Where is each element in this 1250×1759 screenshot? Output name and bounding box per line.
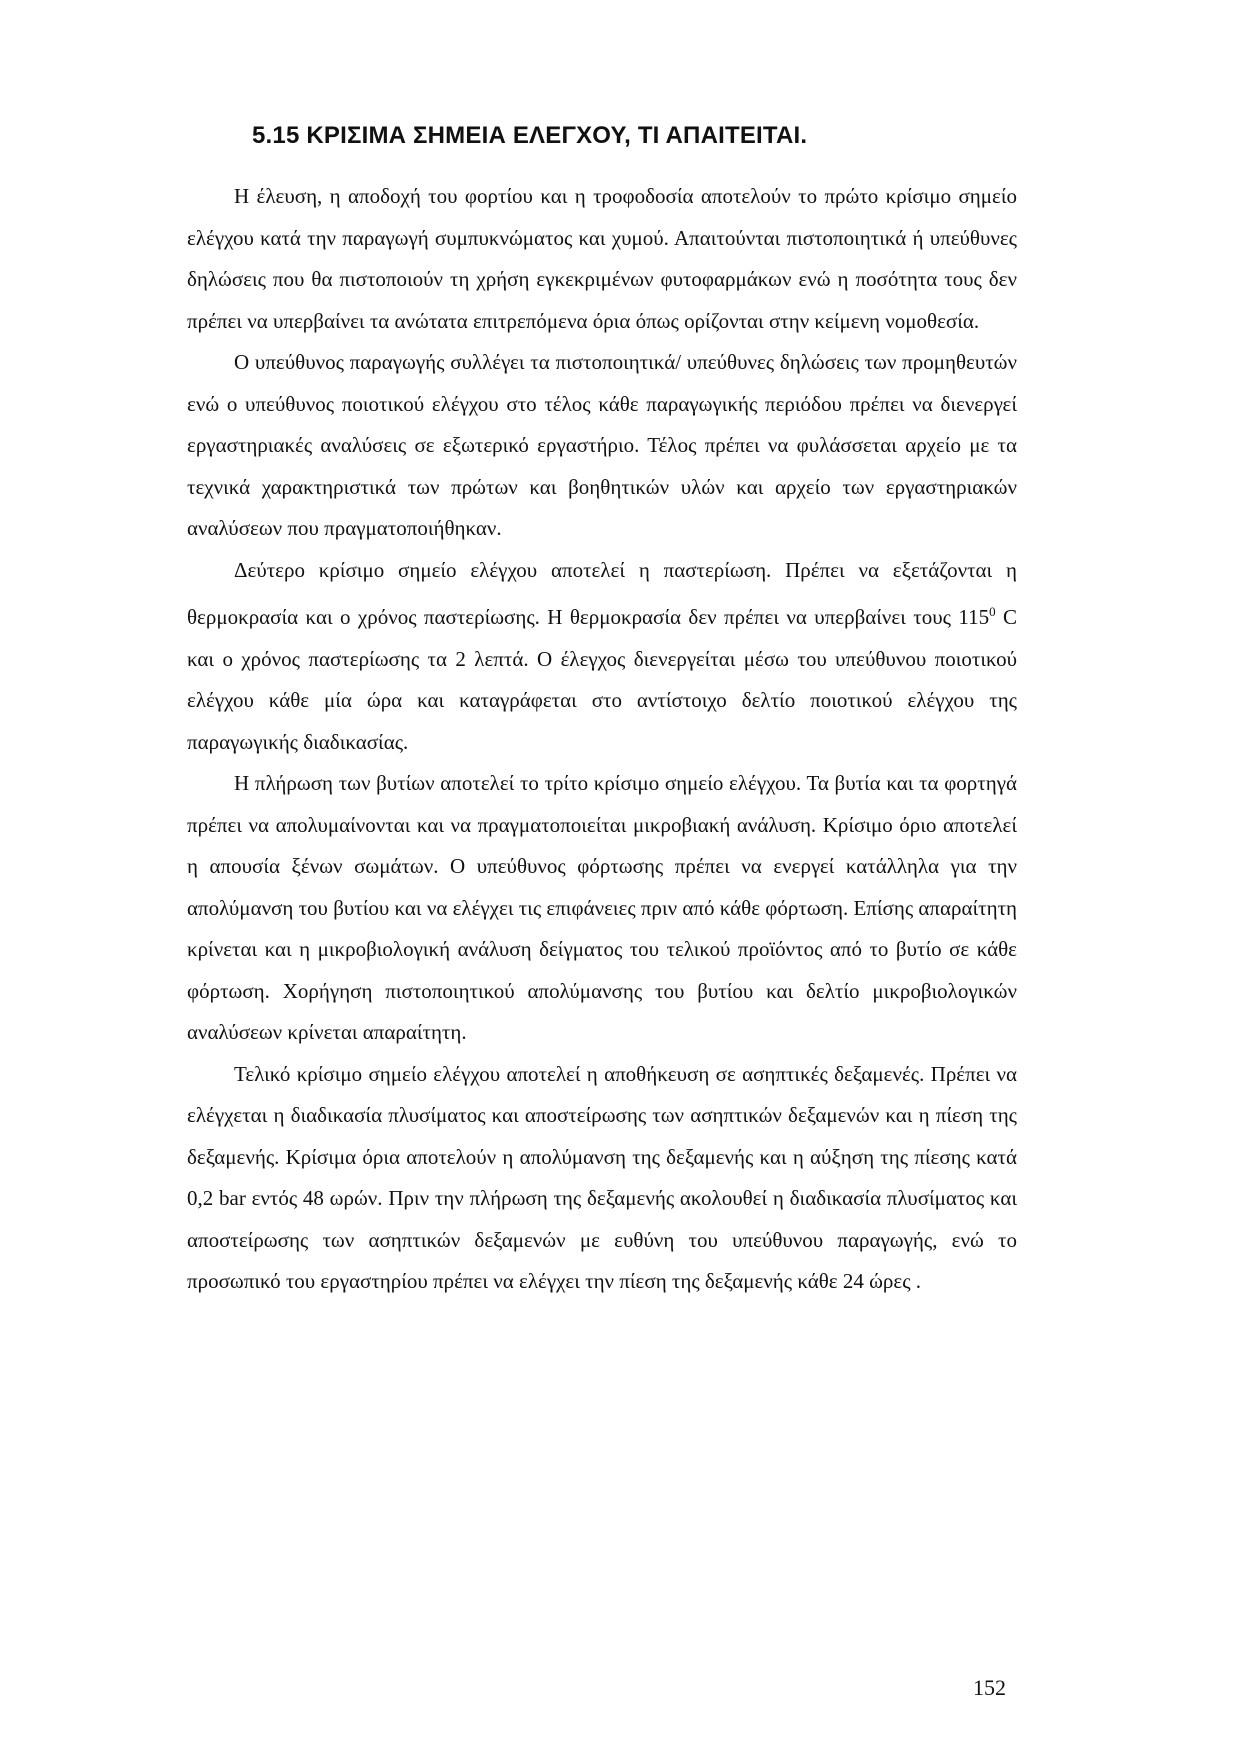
pasteurization-text: Δεύτερο κρίσιμο σημείο ελέγχου αποτελεί η παστερίωση. Πρέπει να εξετάζονται η θερμοκρασία και ο χρόνος παστερίωσης. Η θερμοκρασία δεν πρέπει να υπερβαίνει τους 115 [187,557,1017,629]
section-heading: 5.15 ΚΡΙΣΙΜΑ ΣΗΜΕΙΑ ΕΛΕΓΧΟΥ, ΤΙ ΑΠΑΙΤΕΙΤΑΙ. [252,122,808,149]
paragraph-suppliers: Ο υπεύθυνος παραγωγής συλλέγει τα πιστοποιητικά/ υπεύθυνες δηλώσεις των προμηθευτών ενώ ο υπεύθυνος ποιοτικού ελέγχου στο τέλος κάθε παραγωγικής περιόδου πρέπει να διενεργεί εργαστηριακές αναλύσεις σε εξωτερικό εργαστήριο. Τέλος πρέπει να φυλάσσεται αρχείο με τα τεχνικά χαρακτηριστικά των πρώτων και βοηθητικών υλών και αρχείο των εργαστηριακών αναλύσεων που πραγματοποιήθηκαν. [187,350,1017,540]
paragraph-reception: Η έλευση, η αποδοχή του φορτίου και η τροφοδοσία αποτελούν το πρώτο κρίσιμο σημείο ελέγχου κατά την παραγωγή συμπυκνώματος και χυμού. Απαιτούνται πιστοποιητικά ή υπεύθυνες δηλώσεις που θα πιστοποιούν τη χρήση εγκεκριμένων φυτοφαρμάκων ενώ η ποσότητα τους δεν πρέπει να υπερβαίνει τα ανώτατα επιτρεπόμενα όρια όπως ορίζονται στην κείμενη νομοθεσία. [187,184,1017,333]
section-body [187,176,1017,1303]
paragraph-pasteurization [187,550,1017,764]
degree-superscript: 0 [989,604,996,619]
pasteurization-tail: C και ο χρόνος παστερίωσης τα 2 λεπτά. Ο έλεγχος διενεργείται μέσω του υπεύθυνου ποιοτικού ελέγχου κάθε μία ώρα και καταγράφεται στο αντίστοιχο δελτίο ποιοτικού ελέγχου της παραγωγικής διαδικασίας. [187,605,1017,754]
page-number: 152 [973,1675,1006,1700]
paragraph-aseptic-storage: Τελικό κρίσιμο σημείο ελέγχου αποτελεί η αποθήκευση σε ασηπτικές δεξαμενές. Πρέπει να ελέγχεται η διαδικασία πλυσίματος και αποστείρωσης των ασηπτικών δεξαμενών και η πίεση της δεξαμενής. Κρίσιμα όρια αποτελούν η απολύμανση της δεξαμενής και η αύξηση της πίεσης κατά 0,2 bar εντός 48 ωρών. Πριν την πλήρωση της δεξαμενής ακολουθεί η διαδικασία πλυσίματος και αποστείρωσης των ασηπτικών δεξαμενών με ευθύνη του υπεύθυνου παραγωγής, ενώ το προσωπικό του εργαστηρίου πρέπει να ελέγχει την πίεση της δεξαμενής κάθε 24 ώρες . [187,1061,1017,1293]
paragraph-tank-filling: Η πλήρωση των βυτίων αποτελεί το τρίτο κρίσιμο σημείο ελέγχου. Τα βυτία και τα φορτηγά πρέπει να απολυμαίνονται και να πραγματοποιείται μικροβιακή ανάλυση. Κρίσιμο όριο αποτελεί η απουσία ξένων σωμάτων. Ο υπεύθυνος φόρτωσης πρέπει να ενεργεί κατάλληλα για την απολύμανση του βυτίου και να ελέγχει τις επιφάνειες πριν από κάθε φόρτωση. Επίσης απαραίτητη κρίνεται και η μικροβιολογική ανάλυση δείγματος του τελικού προϊόντος από το βυτίο σε κάθε φόρτωση. Χορήγηση πιστοποιητικού απολύμανσης του βυτίου και δελτίο μικροβιολογικών αναλύσεων κρίνεται απαραίτητη. [187,771,1017,1044]
